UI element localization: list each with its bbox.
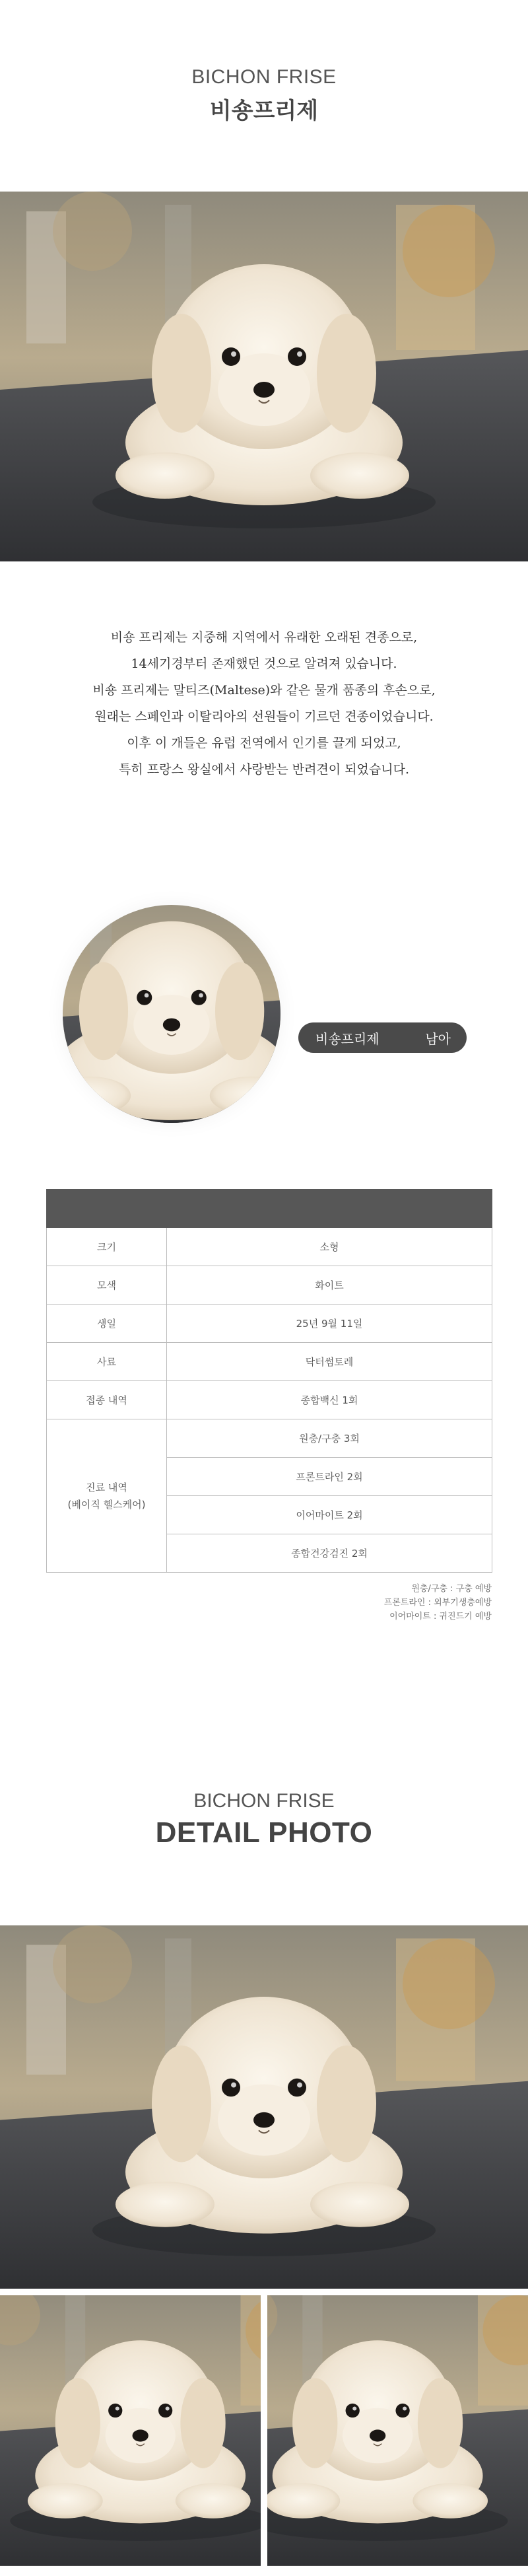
row-label: 모색 [47,1266,167,1305]
table-row [47,1305,492,1343]
detail-title-en: BICHON FRISE [193,1790,335,1812]
row-label: 접종 내역 [47,1381,167,1419]
profile-photo [63,905,280,1123]
care-label-line: (베이직 헬스케어) [67,1498,146,1511]
table-row [47,1266,492,1305]
description-line: 원래는 스페인과 이탈리아의 선원들이 기르던 견종이었습니다. [94,709,434,724]
name-badge [298,1022,467,1053]
hero-puppy-photo [0,192,528,561]
description-line: 비숑 프리제는 말티즈(Maltese)와 같은 물개 품종의 후손으로, [92,683,436,698]
title-ko: 비숑프리제 [209,98,319,124]
footnote-line: 프론트라인 : 외부기생충예방 [383,1598,492,1608]
care-history-label [47,1419,167,1573]
care-label-line: 진료 내역 [86,1481,127,1493]
dog-gender: 남아 [425,1030,451,1047]
detail-section-title [0,1790,528,1849]
detail-photo-left [0,2295,261,2576]
table-row [47,1228,492,1266]
care-value: 원충/구충 3회 [167,1419,492,1458]
detail-title-big: DETAIL PHOTO [155,1816,373,1849]
footnotes [384,1582,492,1624]
detail-photo-large [0,1925,528,2289]
row-value: 닥터썸토레 [167,1343,492,1381]
row-value: 소형 [167,1228,492,1266]
hero-title [0,66,528,125]
table-header-row [47,1190,492,1228]
table-row [47,1419,492,1458]
table-row [47,1381,492,1419]
care-value: 이어마이트 2회 [167,1496,492,1534]
row-value: 종합백신 1회 [167,1381,492,1419]
description-line: 이후 이 개들은 유럽 전역에서 인기를 끌게 되었고, [127,736,401,750]
table-header-cell [167,1190,492,1228]
footnote-line: 이어마이트 : 귀진드기 예방 [389,1612,492,1622]
row-value: 25년 9월 11일 [167,1305,492,1343]
row-label: 생일 [47,1305,167,1343]
title-en: BICHON FRISE [191,66,337,88]
table-row [47,1343,492,1381]
detail-photo-right [267,2295,528,2576]
description-line: 특히 프랑스 왕실에서 사랑받는 반려견이 되었습니다. [118,762,410,777]
dog-name: 비숑프리제 [315,1030,380,1047]
description-line: 14세기경부터 존재했던 것으로 알려져 있습니다. [131,657,397,671]
footnote-line: 원충/구충 : 구충 예방 [411,1584,492,1594]
care-value: 프론트라인 2회 [167,1458,492,1496]
row-label: 사료 [47,1343,167,1381]
care-value: 종합건강검진 2회 [167,1534,492,1573]
breed-description [0,624,528,783]
table-header-cell [47,1190,167,1228]
info-table [46,1189,492,1573]
row-label: 크기 [47,1228,167,1266]
description-line: 비숑 프리제는 지중해 지역에서 유래한 오래된 견종으로, [110,630,418,645]
row-value: 화이트 [167,1266,492,1305]
